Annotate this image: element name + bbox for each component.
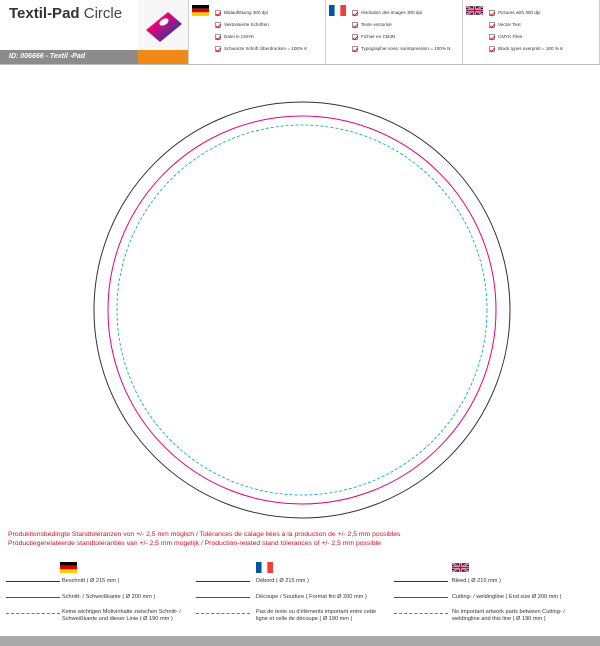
checkbox-checked-icon	[215, 10, 221, 16]
legend-text: Découpe / Soudure ( Format fini Ø 200 mm )	[256, 594, 367, 600]
safe-zone-circle	[117, 125, 487, 495]
tolerance-note-line2: Productiegerelateerde standtoleranties van +/- 2,5 mm mogelijk / Production-related stand tolerances of +/- 2,5 mm possible	[8, 540, 381, 547]
page-title	[9, 5, 122, 22]
id-bar: ID: 006666 - Textil -Pad	[0, 50, 138, 64]
accent-bar	[138, 50, 188, 64]
tolerance-note-line1: Produktionsbedingte Standtoleranzen von +/- 2,5 mm möglich / Tolérances de calage liées à la production de +/- 2,5 mm possibles	[8, 531, 401, 538]
checkbox-checked-icon	[215, 22, 221, 28]
bleed-line-sample	[6, 581, 60, 582]
checkbox-checked-icon	[489, 22, 495, 28]
german-flag-icon	[60, 560, 77, 571]
french-flag-icon	[329, 3, 346, 14]
cut-line-sample	[394, 597, 448, 598]
safe-line-sample	[394, 613, 448, 614]
bleed-line-sample	[196, 581, 250, 582]
safe-line-sample	[6, 613, 60, 614]
safe-line-sample	[196, 613, 250, 614]
divider	[188, 0, 189, 64]
checkbox-checked-icon	[352, 10, 358, 16]
uk-flag-icon	[466, 3, 483, 14]
divider	[325, 0, 326, 64]
title-subtitle: Circle	[79, 5, 123, 22]
checkbox-checked-icon	[489, 10, 495, 16]
divider	[462, 0, 463, 64]
header: Textil-Pad Circle ID: 006666 - Textil -Pad Bildauflösung 300 dpi Vektorisierte Schriften Datei in CMYK Schwarze Schrift Überdrucken = 100% K résolution des images 300 dpi Texte vectorisé Fichier en CMJN Typographie noire: surimpression = 100% N Pictures with 300 dpi Vector Text CMYK Files Black types overprint = 100 % K	[0, 0, 600, 64]
bleed-line-sample	[394, 581, 448, 582]
textile-pad-thumbnail-icon	[138, 0, 188, 50]
cut-line-sample	[196, 597, 250, 598]
checkbox-checked-icon	[352, 46, 358, 52]
checkbox-checked-icon	[352, 34, 358, 40]
legend-text: Cutting- / weldingline ( End size Ø 200 mm )	[452, 594, 562, 600]
legend-text: Keine wichtigen Motivinhalte zwischen Schnitt- / Schweißkante und dieser Linie ( Ø 190 mm )	[62, 609, 181, 622]
uk-flag-icon	[452, 560, 469, 571]
legend-text: No important artwork parts between Cutting- / weldingline and this line ( Ø 190 mm )	[452, 609, 565, 622]
french-flag-icon	[256, 560, 273, 571]
legend-text: Schnitt- / Schweißkante ( Ø 200 mm )	[62, 594, 156, 600]
legend-text: Débord ( Ø 215 mm )	[256, 578, 309, 584]
legend	[0, 556, 600, 634]
cut-circle	[108, 116, 496, 504]
cut-line-sample	[6, 597, 60, 598]
checkbox-checked-icon	[489, 34, 495, 40]
german-flag-icon	[192, 3, 209, 14]
checkbox-checked-icon	[352, 22, 358, 28]
legend-text: Beschnitt ( Ø 215 mm )	[62, 578, 120, 584]
title-bold: Textil-Pad	[9, 5, 80, 22]
legend-text: Bleed ( Ø 215 mm )	[452, 578, 501, 584]
circle-template	[0, 65, 600, 525]
checkbox-checked-icon	[489, 46, 495, 52]
footer-bar	[0, 636, 600, 646]
legend-text: Pas de texte ou d'éléments important entre cette ligne et celle de découpe ( Ø 190 mm )	[256, 609, 377, 622]
bleed-circle	[94, 102, 510, 518]
checkbox-checked-icon	[215, 46, 221, 52]
checkbox-checked-icon	[215, 34, 221, 40]
